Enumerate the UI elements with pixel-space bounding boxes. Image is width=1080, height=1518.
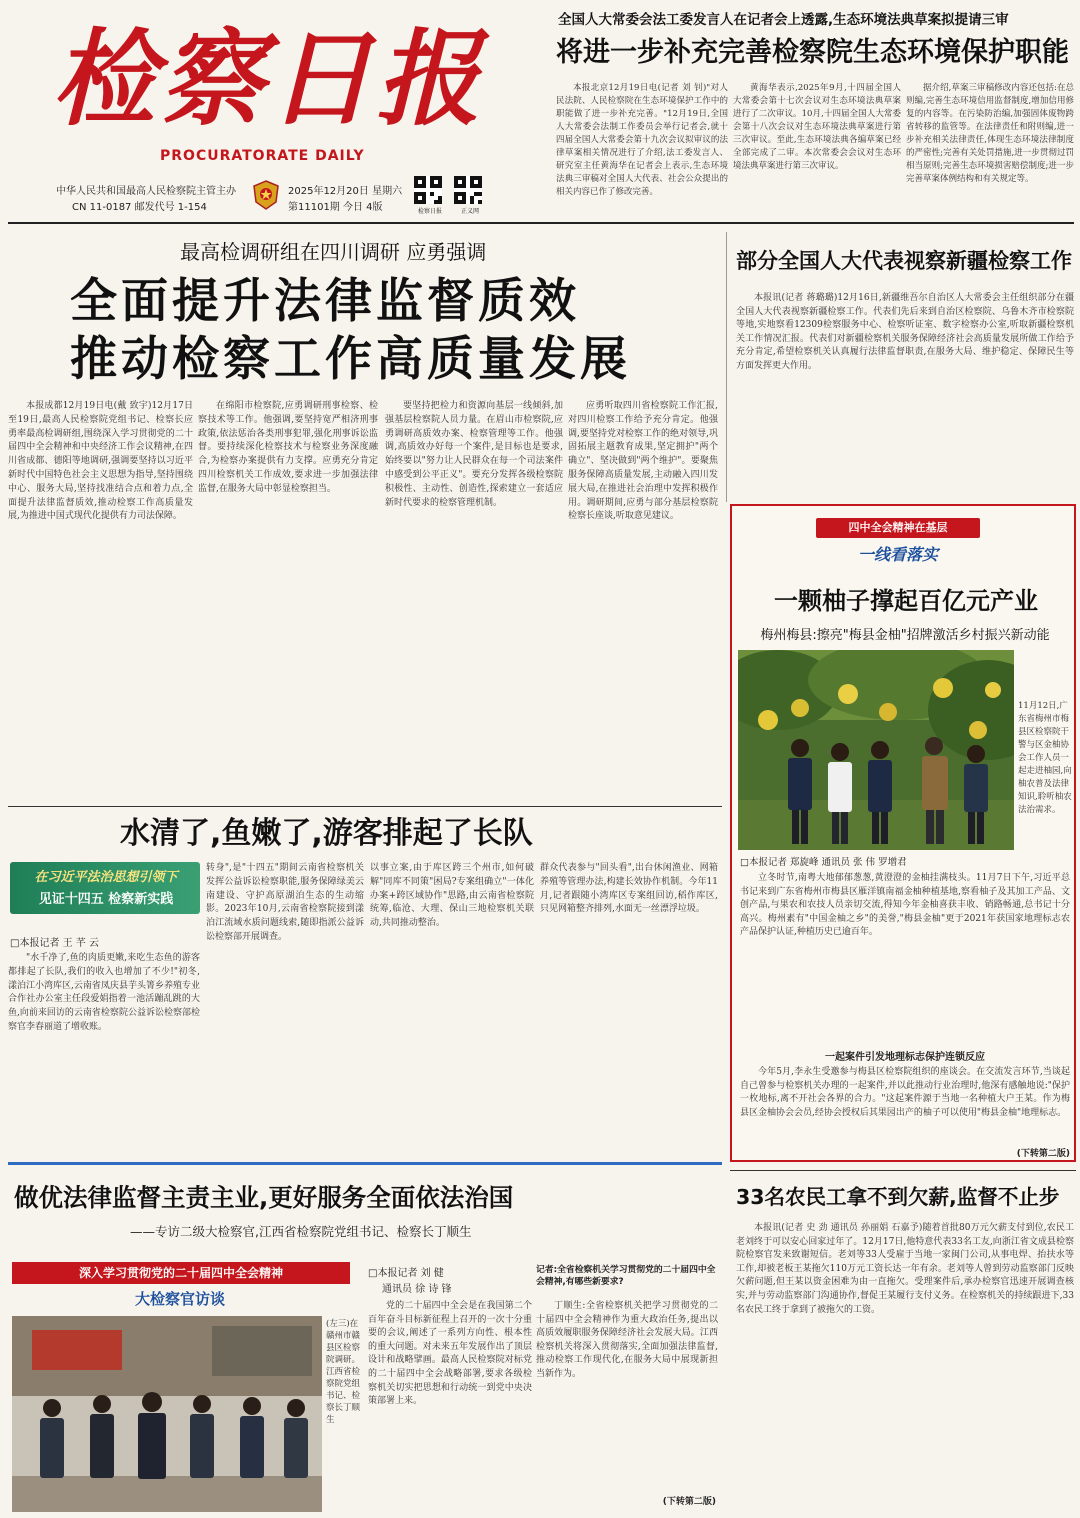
qr-code-icon [454, 176, 482, 204]
lead-kicker[interactable]: 最高检调研组在四川调研 应勇强调 [180, 240, 487, 264]
top-story-kicker[interactable]: 全国人大常委会法工委发言人在记者会上透露,生态环境法典草案拟提请三审 [558, 12, 1009, 28]
yuzi-tag: 四中全会精神在基层 [816, 518, 980, 538]
farmer-headline[interactable]: 33名农民工拿不到欠薪,监督不止步 [736, 1185, 1060, 1209]
water-series-1: 在习近平法治思想引领下 [34, 870, 178, 885]
yuzi-body-1: 立冬时节,南粤大地郁郁葱葱,黄澄澄的金柚挂满枝头。11月7日下午,习近平总书记来到广东省梅州市梅县区雁洋镇南福金柚种植基地,察看柚子及其加工产品、文创产品,与果农和农技人员亲切交流,得知今年金柚喜获丰收、销路畅通,总书记十分高兴。梅州素有"中国金柚之乡"的美誉,"梅县金柚"更于2021年获国家地理标志农产品保护认证,种植历史已逾百年。 [740, 873, 1070, 937]
bottom-photo-caption: (左三)在赣州市赣县区检察院调研。江西省检察院党组书记、检察长丁顺生 [326, 1319, 361, 1425]
divider [726, 232, 727, 502]
bottom-byline-2: 通讯员 徐 诗 锋 [382, 1284, 452, 1295]
masthead [0, 0, 540, 220]
top-story-col1: 本报北京12月19日电(记者 刘 钊)"对人民法院、人民检察院在生态环境保护工作中的职能做了进一步补充完善。"12月19日,全国人大常委会法制工作委员会举行记者会,就十四届全国人大常委会第十九次会议拟审议的法律草案相关情况进行了介绍,法工委发言人、研究室主任黄海华在记者会上表示,生态环境法典三审稿对全国人大代表、社会公众提出的相关内容已作了修改完善。 [556, 83, 728, 197]
yuzi-subhead: 梅州梅县:擦亮"梅县金柚"招牌激活乡村振兴新动能 [760, 628, 1050, 643]
masthead-issn: CN 11-0187 邮发代号 1-154 [72, 202, 207, 213]
water-series-2: 见证十四五 检察新实践 [38, 892, 174, 907]
top-story-headline[interactable]: 将进一步补充完善检察院生态环境保护职能 [556, 37, 1069, 68]
qr-label-2: 正义网 [460, 208, 479, 215]
masthead-english: PROCURATORATE DAILY [160, 148, 365, 164]
qr-label-1: 检察日报 [417, 208, 442, 215]
yuzi-continued[interactable]: (下转第二版) [1016, 1149, 1070, 1159]
water-col2: 转身",是"十四五"期间云南省检察机关发挥公益诉讼检察职能,服务保障绿美云南建设、守护高原湖泊生态的生动缩影。2023年10月,云南省检察院接到漾泊江流域水质问题线索,随即指派公益诉讼检察部开展调查。 [206, 863, 364, 942]
masthead-issue: 第11101期 今日 4版 [288, 202, 383, 213]
water-col4: 群众代表参与"回头看",出台休闲渔业、网箱养殖等管理办法,构建长效协作机制。今年11月,记者跟随小湾库区专案组回访,稻作库区,只见网箱整齐排列,水面无一丝漂浮垃圾。 [540, 863, 718, 915]
masthead-sponsor: 中华人民共和国最高人民检察院主管主办 [56, 186, 236, 197]
lead-headline-1[interactable]: 全面提升法律监督质效 [70, 274, 580, 329]
emblem-icon [252, 180, 280, 210]
bottom-col1: 党的二十届四中全会是在我国第二个百年奋斗目标新征程上召开的一次十分重要的会议,阐述了一系列方向性、根本性的重大问题。对未来五年发展作出了顶层设计和战略擘画。最高人民检察院对标党的二十届四中全会战略部署,要求各级检察机关切实把思想和行动统一到党中央决策部署上来。 [368, 1301, 532, 1407]
top-story-col2: 黄海华表示,2025年9月,十四届全国人大常委会第十七次会议对生态环境法典草案进行了二次审议。10月,十四届全国人大常委会第十八次会议对生态环境法典草案进行第三次审议。至此,生态环境法典各编草案已经全部完成了二审。本次常委会会议对生态环境法典草案进行第三次审议。 [733, 83, 901, 171]
top-story-col3: 据介绍,草案三审稿修改内容还包括:在总则编,完善生态环境信用监督制度,增加信用修复的内容等。在污染防治编,加强固体废物跨省转移的监管等。在法律责任和附则编,进一步补充相关法律责任,体现生态环境法律制度的严密性;完善有关处罚措施,进一步贯彻过罚相当原则;完善生态环境损害赔偿制度;进一步完善草案体例结构和有关规定等。 [906, 83, 1074, 184]
divider [730, 1170, 1076, 1171]
yuzi-body-2: 今年5月,李永生受邀参与梅县区检察院组织的座谈会。在交流发言环节,当谈起自己曾参与检察机关办理的一起案件,并以此推动行业治理时,他深有感触地说:"保护一枚地标,离不开社会各界的合力。"这起案件源于当地一名种植大户王某。作为梅县区金柚协会会员,经协会授权后其果园出产的柚子可以使用"梅县金柚"地理标志。 [740, 1067, 1070, 1118]
bottom-continued[interactable]: (下转第二版) [662, 1497, 716, 1507]
masthead-title: 检察日报 [52, 17, 485, 140]
bottom-banner-2: 大检察官访谈 [134, 1290, 225, 1308]
water-byline: □本报记者 王 芊 云 [10, 938, 99, 949]
bottom-question: 记者:全省检察机关学习贯彻党的二十届四中全会精神,有哪些新要求? [536, 1265, 716, 1287]
divider [8, 222, 1074, 224]
bottom-photo [12, 1316, 322, 1512]
lead-col1: 本报成都12月19日电(戴 致宇)12月17日至19日,最高人民检察院党组书记、检察长应勇率最高检调研组,围绕深入学习贯彻党的二十届四中全会精神和中央经济工作会议精神,在四川省成都、德阳等地调研,强调要坚持以习近平新时代中国特色社会主义思想为指导,坚持围绕中心、服务大局,坚持找准结合点和着力点,全面提升法律监督质效,推动检察工作高质量发展,为推进中国式现代化提供有力司法保障。 [8, 401, 193, 522]
bottom-lead-headline[interactable]: 做优法律监督主责主业,更好服务全面依法治国 [14, 1183, 514, 1212]
bottom-banner-1: 深入学习贯彻党的二十届四中全会精神 [12, 1262, 350, 1284]
lead-col4: 应勇听取四川省检察院工作汇报,对四川检察工作给予充分肯定。他强调,要坚持党对检察工作的绝对领导,巩固拓展主题教育成果,坚定拥护"两个确立"、坚决做到"两个维护"。要聚焦服务保障高质量发展,主动融入四川发展大局,在推进社会治理中发挥积极作用。调研期间,应勇与部分基层检察院检察长座谈,听取意见建议。 [568, 401, 718, 522]
divider [8, 806, 722, 807]
bottom-col2: 丁顺生:全省检察机关把学习贯彻党的二十届四中全会精神作为重大政治任务,提出以高质效履职服务保障经济社会发展大局。江西检察机关将深入贯彻落实,全面加强法律监督,推动检察工作现代化,在服务大局中展现新担当新作为。 [536, 1301, 718, 1379]
lead-col2: 在绵阳市检察院,应勇调研刑事检察、检察技术等工作。他强调,要坚持宽严相济刑事政策,依法惩治各类刑事犯罪,强化刑事诉讼监督。要持续深化检察技术与检察业务深度融合,为检察办案提供有力支撑。应勇充分肯定四川检察机关工作成效,要求进一步加强法律监督,在服务大局中彰显检察担当。 [198, 401, 378, 494]
bottom-lead-subhead: ——专访二级大检察官,江西省检察院党组书记、检察长丁顺生 [130, 1224, 472, 1239]
yuzi-section-title: 一起案件引发地理标志保护连锁反应 [825, 1052, 985, 1063]
qr-code-icon [414, 176, 442, 204]
farmer-body: 本报讯(记者 史 劲 通讯员 孙丽娟 石嘉予)随着首批80万元欠薪支付到位,农民工老刘终于可以安心回家过年了。12月17日,他特意代表33名工友,向浙江省文成县检察院检察官发来致谢短信。老刘等33人受雇于当地一家闽门公司,从事电焊、抬扶水等工作,却被老板王某拖欠110万元工资长达一年有余。老刘等人曾到劳动监察部门反映欠薪问题,但王某以资金困难为由一直拖欠。受理案件后,承办检察官迅速开展调查核实,并与劳动监察部门沟通协作,督促王某履行支付义务。在检察机关的持续跟进下,33名农民工终于拿到了被拖欠的工资。 [736, 1223, 1074, 1315]
lead-headline-2[interactable]: 推动检察工作高质量发展 [70, 332, 631, 387]
yuzi-byline: □本报记者 郑旋峰 通讯员 张 伟 罗增君 [740, 857, 907, 868]
bottom-byline-1: □本报记者 刘 健 [368, 1268, 444, 1279]
water-headline[interactable]: 水清了,鱼嫩了,游客排起了长队 [120, 816, 533, 851]
yuzi-logo: 一线看落实 [857, 545, 938, 564]
masthead-date: 2025年12月20日 星期六 [288, 186, 403, 197]
right-story-body: 本报讯(记者 蒋璐璐)12月16日,新疆维吾尔自治区人大常委会主任组织部分在疆全国人大代表视察新疆检察工作。代表们先后来到自治区检察院、乌鲁木齐市检察院等地,实地察看12309检察服务中心、检察听证室、数字检察办公室,听取新疆检察机关工作情况汇报。代表们对新疆检察机关服务保障经济社会高质量发展所做工作给予充分肯定,希望检察机关认真履行法律监督职责,在服务大局、维护稳定、保障民生等方面发挥更大作用。 [736, 293, 1074, 371]
right-story-headline[interactable]: 部分全国人大代表视察新疆检察工作 [736, 249, 1072, 273]
yuzi-photo [738, 650, 1014, 850]
yuzi-photo-caption: 11月12日,广东省梅州市梅县区检察院干警与区金柚协会工作人员一起走进柚园,向柚农普及法律知识,聆听柚农法治需求。 [1018, 701, 1072, 815]
yuzi-headline[interactable]: 一颗柚子撑起百亿元产业 [774, 587, 1038, 615]
water-col3: 以事立案,由于库区跨三个州市,如何破解"同库不同策"困局?专案组确立"一体化办案+跨区域协作"思路,由云南省检察院统筹,临沧、大理、保山三地检察机关联动,共同推动整治。 [370, 863, 534, 929]
water-col1: "水千净了,鱼的肉质更嫩,来吃生态鱼的游客都排起了长队,我们的收入也增加了不少!"初冬,漾泊江小湾库区,云南省凤庆县芋头箐乡养殖专业合作社办公室主任段爱娟指着一池活蹦乱跳的大鱼,向前来回访的云南省检察院公益诉讼检察部检察官李春丽道了增收账。 [8, 953, 200, 1032]
lead-col3: 要坚持把检力和资源向基层一线倾斜,加强基层检察院人员力量。在眉山市检察院,应勇调研高质效办案、检察管理等工作。他强调,高质效办好每一个案件,是目标也是要求,始终要以"努力让人民群众在每一个司法案件中感受到公平正义"。要充分发挥各级检察院积极性、主动性、创造性,探索建立一套适应新时代要求的检察管理机制。 [385, 401, 563, 508]
